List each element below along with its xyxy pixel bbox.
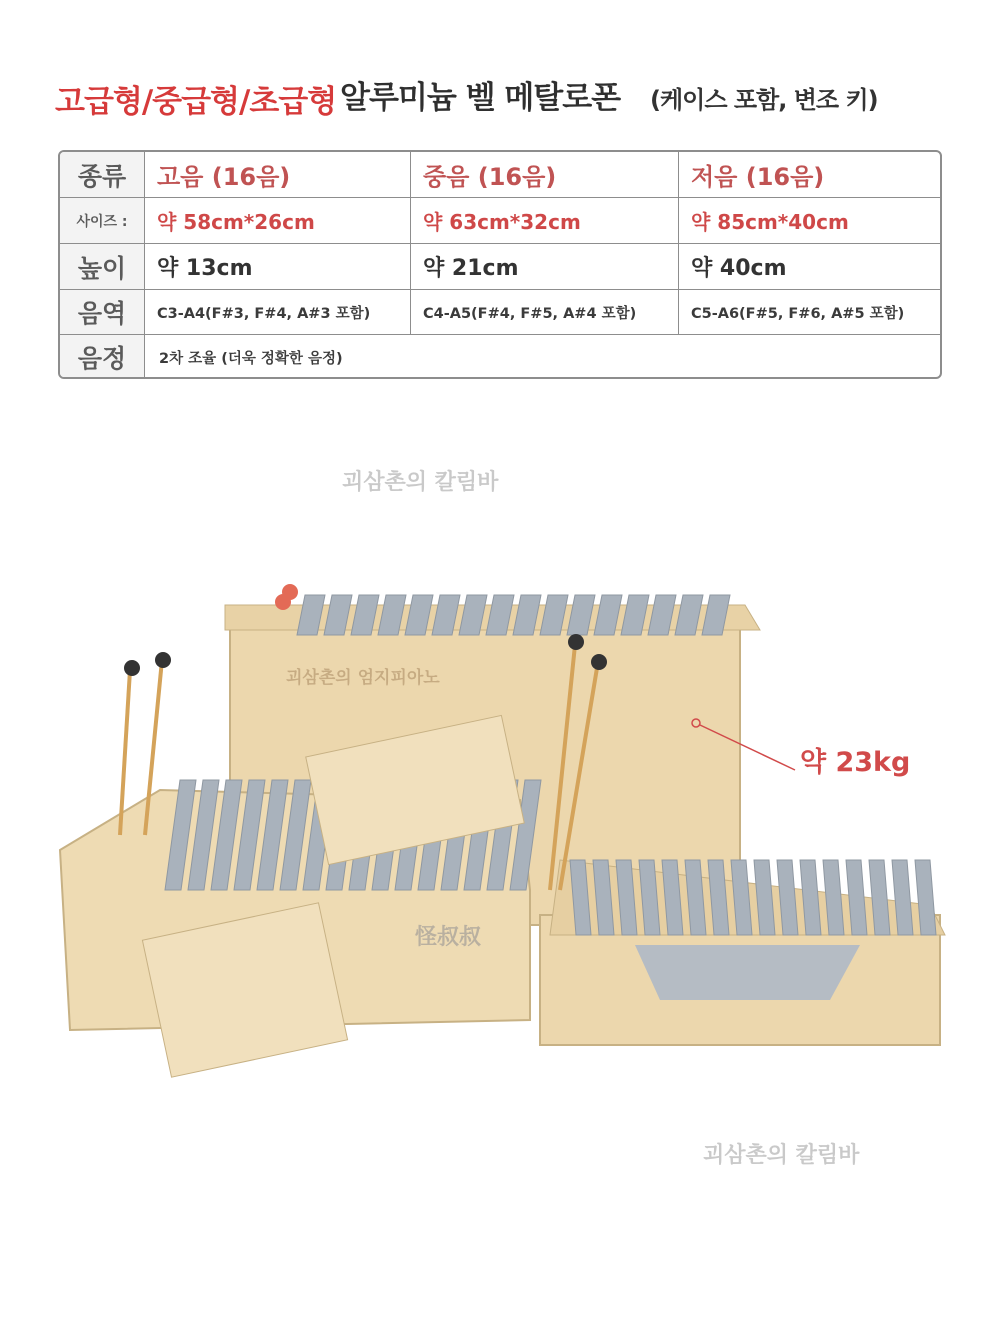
table-row-tuning	[60, 335, 940, 379]
cell-type-low: 저음 (16음)	[678, 152, 942, 197]
row-label-size: 사이즈 :	[60, 198, 144, 243]
row-label-type: 종류	[60, 152, 144, 197]
weight-label: 약 23kg	[800, 747, 911, 778]
title-note: (케이스 포함, 변조 키)	[650, 86, 878, 114]
row-label-height: 높이	[60, 244, 144, 289]
cell-range-low: C5-A6(F#5, F#6, A#5 포함)	[678, 290, 942, 334]
page-header	[0, 60, 1000, 130]
cell-size-mid: 약 63cm*32cm	[410, 198, 678, 243]
metallophone-photo	[40, 560, 970, 1080]
cell-type-high: 고음 (16음)	[144, 152, 410, 197]
table-row-range	[60, 290, 940, 335]
watermark-bottom: 괴삼촌의 칼림바	[703, 1143, 860, 1168]
title-product: 알루미늄 벨 메탈로폰	[340, 80, 621, 116]
cell-height-mid: 약 21cm	[410, 244, 678, 289]
cell-size-low: 약 85cm*40cm	[678, 198, 942, 243]
title-levels: 고급형/중급형/초급형	[55, 84, 337, 120]
cell-type-mid: 중음 (16음)	[410, 152, 678, 197]
watermark-brand: 怪叔叔	[415, 925, 482, 950]
cell-range-high: C3-A4(F#3, F#4, A#3 포함)	[144, 290, 410, 334]
table-row-size	[60, 198, 940, 244]
watermark-middle: 괴삼촌의 엄지피아노	[286, 668, 440, 688]
high-metallophone	[540, 860, 945, 1045]
table-row-height	[60, 244, 940, 290]
cell-height-low: 약 40cm	[678, 244, 942, 289]
watermark-top: 괴삼촌의 칼림바	[342, 470, 499, 495]
table-row-type	[60, 152, 940, 198]
cell-range-mid: C4-A5(F#4, F#5, A#4 포함)	[410, 290, 678, 334]
cell-size-high: 약 58cm*26cm	[144, 198, 410, 243]
cell-tuning: 2차 조율 (더욱 정확한 음정)	[144, 335, 942, 379]
spec-table	[58, 150, 942, 379]
row-label-range: 음역	[60, 290, 144, 334]
row-label-tuning: 음정	[60, 335, 144, 379]
cell-height-high: 약 13cm	[144, 244, 410, 289]
